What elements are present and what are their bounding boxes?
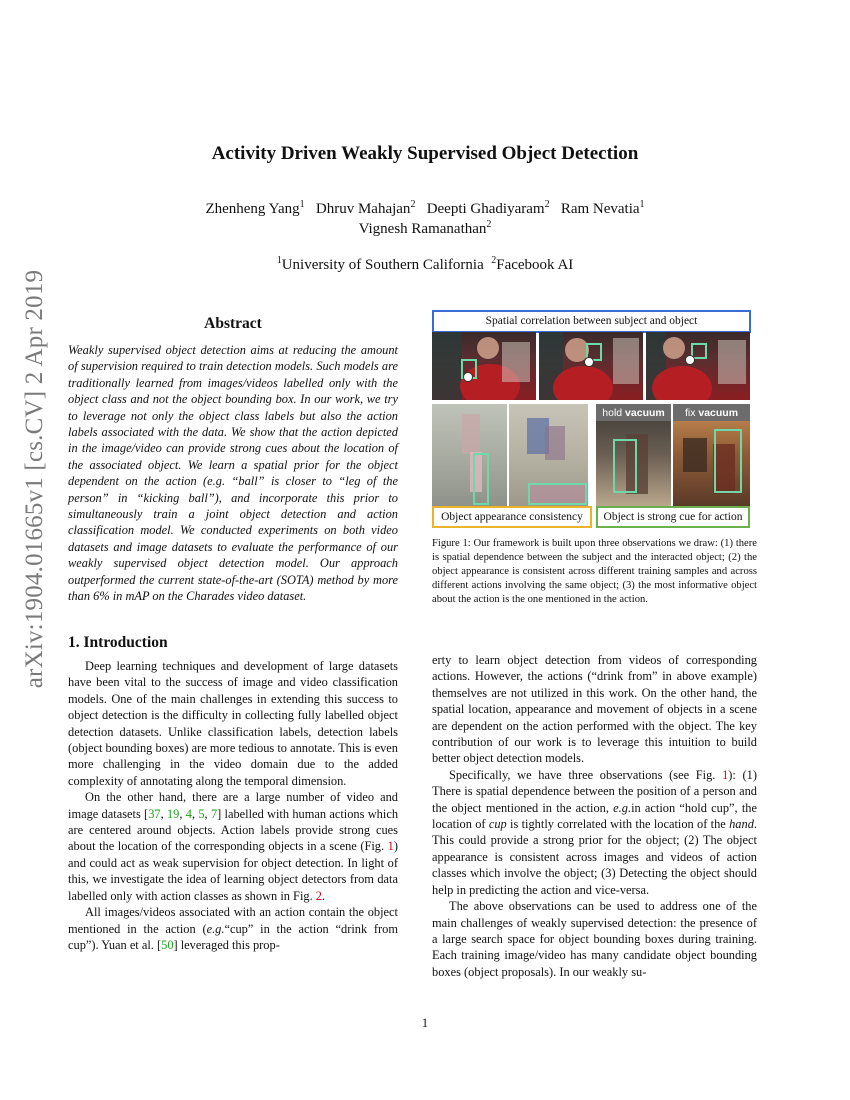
text-run: . [321,888,326,903]
paragraph [68,904,398,953]
author: Vignesh Ramanathan [358,221,487,237]
figure-label-spatial-correlation: Spatial correlation between subject and object [432,310,751,333]
paragraph: Deep learning techniques and development of large datasets have been vital to the success of image and video classification models. One of the main challenges in extending this success to object detection is the difficulty in collecting fully labelled object detection datasets. Unlike classification labels, detection labels (object bounding boxes) are more tedious to annotate. This is even more challenging in the video domain due to the added complexity of annotating along the temporal dimension. [68,659,398,788]
hand-marker [585,358,594,367]
author: Ram Nevatia [560,201,640,217]
action-verb: fix [684,407,696,419]
intro-right-column [432,652,757,980]
paragraph: The above observations can be used to address one of the main challenges of weakly supervised detection: the presence of a large search space for object bounding boxes during training. Each training image/video has many candidate object bounding boxes (object proposals). In our weakly su- [432,899,757,979]
author-affil-sup: 1 [639,199,645,210]
appearance-image-1 [432,404,507,506]
text-run: On the other hand, there are a large number of video and image datasets [ [68,790,398,821]
frame-scene [539,332,643,400]
action-tag-fix [673,406,750,421]
frame-image [432,332,536,400]
intro-left-column [68,658,398,953]
frame-image [646,332,750,400]
author-affil-sup: 2 [486,219,492,230]
page-number: 1 [421,1016,429,1030]
paragraph [432,767,757,898]
text-run: is tightly correlated with the location of the [506,817,730,832]
appearance-scene [509,404,588,506]
authors [0,199,850,239]
text-run: Specifically, we have three observations (see Fig. [449,767,723,782]
authors-line-2 [0,219,850,239]
text-run: hand [729,817,754,832]
text-run: All images/videos associated with an action contain the object mentioned in the action ( [68,905,398,936]
figure-link[interactable]: 1 [722,767,729,782]
paragraph: erty to learn object detection from videos of corresponding actions. However, the actions (“drink from” in above example) themselves are not utilized in this work. On the other hand, the spatial location, appearance and movement of objects in a scene are dependent on the action performed with the object. The key contribution of our work is to leverage this intuition to build better object detection models. [432,653,757,766]
hand-marker [464,373,473,382]
text-run: cup [488,817,507,832]
section-heading-introduction: 1. Introduction [68,634,168,651]
action-tag-hold [596,406,671,421]
frame-scene [646,332,750,400]
text-run: e.g. [206,921,225,936]
figure-label-appearance-consistency: Object appearance consistency [432,506,592,528]
detection-box [692,344,706,358]
figure-link[interactable]: 2 [315,888,322,903]
affil-sup: 1 [276,255,282,266]
arxiv-stamp-text: arXiv:1904.01665v1 [cs.CV] 2 Apr 2019 [21,269,49,688]
citation-link[interactable]: 4 [185,806,192,821]
figure-label-strong-cue: Object is strong cue for action [596,506,750,528]
text-run: ) and could act as weak supervision for object detection. In light of this, we investigate the idea of learning object detectors from data labelled only with action classes as shown in Fig. [68,839,398,903]
authors-line-1 [0,199,850,219]
hand-marker [686,356,695,365]
action-verb: hold [602,407,623,419]
abstract-text: Weakly supervised object detection aims at reducing the amount of supervision required to train detection models. Such models are traditionally learned from images/videos labelled only with the object class and not the object bounding box. In our work, we try to leverage not only the object class labels but also the action labels associated with the data. We show that the action depicted in the image/video can provide strong cues about the location of the associated object. We learn a spatial prior for the object dependent on the action (e.g. “ball” is closer to “leg of the person” in “kicking ball”), and incorporate this prior to simultaneously train a joint object detection and action classification model. We conducted experiments on both video datasets and image datasets to evaluate the performance of our weakly supervised object detection model. Our approach outperformed the current state-of-the-art (SOTA) method by more than 6% in mAP on the Charades video dataset. [68,343,398,604]
abstract-heading: Abstract [204,315,262,332]
author: Deepti Ghadiyaram [426,201,545,217]
affiliation: Facebook AI [496,257,574,273]
frame-image [539,332,643,400]
figure-link[interactable]: 1 [387,839,394,854]
action-object: vacuum [698,407,739,419]
author-affil-sup: 2 [410,199,416,210]
text-run: ] labelled with human actions which are centered around objects. Action labels provide strong cues about the location of the corresponding objects in a scene (Fig. [68,806,399,854]
frame-scene [432,332,536,400]
text-run: ] leveraged this prop- [173,937,280,952]
appearance-image-2 [509,404,588,506]
figure-caption: Figure 1: Our framework is built upon three observations we draw: (1) there is spatial dependence between the subject and the interacted object; (2) the object appearance is consistent across different training samples and across different actions involving the same object; (3) the most informative object about the action is the one mentioned in the action. [432,538,757,605]
text-run: “cup” in the action “drink from cup”). Yuan et al. [ [68,921,399,952]
paragraph: On the other hand, there are a large number of video and image datasets [37, 19, 4, 5, 7] labelled with human actions which are centered around objects. Action labels provide strong cues about the location of the corresponding objects in a scene (Fig. 1) and could act as weak supervision for object detection. In light of this, we investigate the idea of learning object detectors from data labelled only with action classes as shown in Fig. 2. [68,790,399,903]
affiliations [0,257,850,274]
author: Zhenheng Yang [205,201,300,217]
author: Dhruv Mahajan [315,201,411,217]
author-affil-sup: 2 [544,199,550,210]
author-affil-sup: 1 [299,199,305,210]
citation-link[interactable]: 19 [166,806,180,821]
citation-link[interactable]: 50 [161,937,174,952]
affiliation: University of Southern California [281,257,484,273]
text-run: in action “hold cup”, the location of [432,800,757,832]
text-run: e.g. [613,800,632,815]
action-object: vacuum [625,407,665,419]
citation-link[interactable]: 37 [148,806,161,821]
paper-title: Activity Driven Weakly Supervised Object Detection [211,143,639,164]
affil-sup: 2 [491,255,497,266]
citation-link[interactable]: 7 [210,806,218,821]
arxiv-stamp [15,269,55,688]
text-run: . This could provide a strong prior for the object; (2) The object appearance is consistent across images and videos of action classes which involve the object; (3) Detecting the object should help in predicting the action and vice-versa. [432,817,757,897]
appearance-scene [432,404,507,506]
citation-link[interactable]: 5 [198,806,205,821]
text-run: ): (1) There is spatial dependence between the position of a person and the object mentioned in the action, [432,767,757,815]
